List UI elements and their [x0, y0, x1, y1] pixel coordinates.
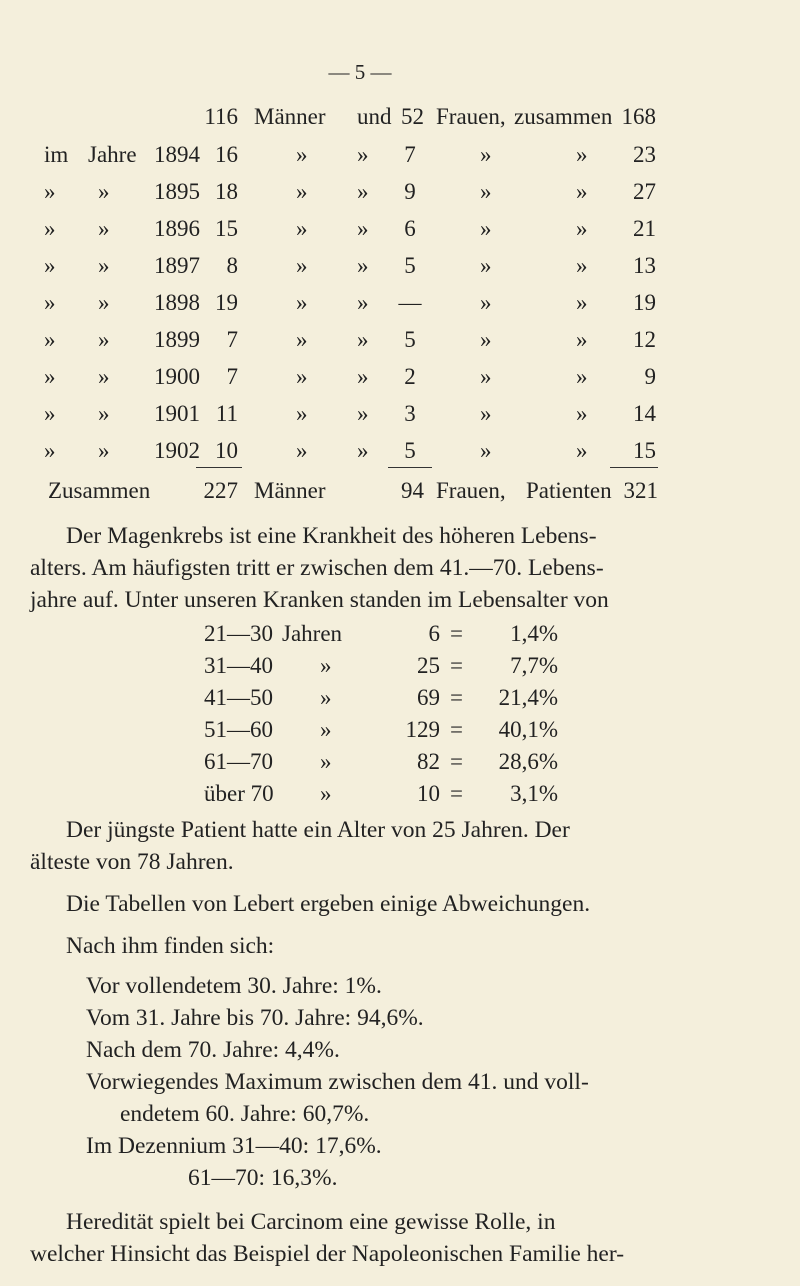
equals-sign: = [450, 621, 463, 646]
row-label-a: » [44, 327, 56, 352]
list-item: Vor vollendetem 30. Jahre: 1%. [86, 973, 382, 999]
total-women-label: Frauen, [436, 478, 506, 503]
row-year: 1902 [154, 438, 200, 463]
total-label: Zusammen [48, 478, 151, 503]
text-line: welcher Hinsicht das Beispiel der Napoleonischen Familie her- [30, 1241, 625, 1267]
row-year: 1899 [154, 327, 200, 352]
age-percent: 28,6% [498, 749, 558, 774]
page-number: — 5 — [328, 60, 392, 84]
row-total: 23 [633, 142, 656, 167]
paragraph-lebert: Die Tabellen von Lebert ergeben einige Abweichungen. [66, 891, 591, 917]
row-label-a: » [44, 290, 56, 315]
ditto-mark: » [296, 364, 308, 389]
ditto-mark: » [576, 364, 588, 389]
total-men-label: Männer [254, 478, 326, 503]
row-women: 2 [404, 364, 416, 389]
equals-sign: = [450, 685, 463, 710]
row-year: 1898 [154, 290, 200, 315]
age-unit: » [320, 749, 332, 774]
ditto-mark: » [296, 253, 308, 278]
equals-sign: = [450, 781, 463, 806]
age-percent: 21,4% [498, 685, 558, 710]
total-patients-count: 321 [623, 478, 658, 503]
row-year: 1901 [154, 401, 200, 426]
ditto-mark: » [576, 253, 588, 278]
ditto-mark: » [296, 179, 308, 204]
sum-rule-total [610, 467, 658, 468]
row-label-b: » [98, 290, 110, 315]
age-unit: » [320, 717, 332, 742]
age-percent: 1,4% [510, 621, 558, 646]
row-women: 5 [404, 327, 416, 352]
row-women: 3 [404, 401, 416, 426]
ditto-mark: » [357, 364, 369, 389]
sum-rule-women [388, 467, 432, 468]
row-total: 27 [633, 179, 656, 204]
age-range: 51—60 [204, 717, 273, 742]
row-year: 1896 [154, 216, 200, 241]
row-label-a: » [44, 253, 56, 278]
row-label-a: im [44, 142, 69, 167]
ditto-mark: » [357, 290, 369, 315]
row-women: 9 [404, 179, 416, 204]
ditto-mark: » [576, 290, 588, 315]
row-men: 8 [226, 253, 238, 278]
row-men: 15 [215, 216, 238, 241]
text-line: Der Magenkrebs ist eine Krankheit des höheren Lebens- [66, 523, 597, 549]
row-label-a: » [44, 438, 56, 463]
header-men-count: 116 [204, 104, 238, 129]
row-label-b: » [98, 179, 110, 204]
row-total: 14 [633, 401, 656, 426]
row-label-b: Jahre [88, 142, 137, 167]
ditto-mark: » [296, 216, 308, 241]
list-item: Nach dem 70. Jahre: 4,4%. [86, 1037, 340, 1063]
age-unit: Jahren [282, 621, 343, 646]
header-together-label: zusammen [514, 104, 613, 129]
equals-sign: = [450, 749, 463, 774]
text-line: älteste von 78 Jahren. [30, 849, 234, 875]
row-label-a: » [44, 401, 56, 426]
age-percent: 7,7% [510, 653, 558, 678]
ditto-mark: » [480, 438, 492, 463]
row-label-b: » [98, 364, 110, 389]
ditto-mark: » [480, 401, 492, 426]
equals-sign: = [450, 653, 463, 678]
ditto-mark: » [296, 142, 308, 167]
list-item: endetem 60. Jahre: 60,7%. [120, 1101, 370, 1127]
row-year: 1895 [154, 179, 200, 204]
row-women: 7 [404, 142, 416, 167]
age-range: 61—70 [204, 749, 273, 774]
age-unit: » [320, 685, 332, 710]
ditto-mark: » [480, 327, 492, 352]
row-label-b: » [98, 327, 110, 352]
age-unit: » [320, 653, 332, 678]
header-total-count: 168 [621, 104, 656, 129]
row-total: 9 [644, 364, 656, 389]
ditto-mark: » [480, 290, 492, 315]
row-label-b: » [98, 216, 110, 241]
ditto-mark: » [576, 438, 588, 463]
header-and-label: und [357, 104, 392, 129]
total-patients-label: Patienten [526, 478, 612, 503]
row-women: 5 [404, 253, 416, 278]
row-label-b: » [98, 253, 110, 278]
age-range: über 70 [204, 781, 274, 806]
equals-sign: = [450, 717, 463, 742]
age-range: 21—30 [204, 621, 273, 646]
row-label-b: » [98, 438, 110, 463]
ditto-mark: » [296, 438, 308, 463]
row-year: 1897 [154, 253, 200, 278]
total-men-count: 227 [203, 478, 238, 503]
text-line: Heredität spielt bei Carcinom eine gewisse Rolle, in [66, 1209, 556, 1235]
row-men: 19 [215, 290, 238, 315]
row-women: 6 [404, 216, 416, 241]
ditto-mark: » [576, 401, 588, 426]
list-item: Im Dezennium 31—40: 17,6%. [86, 1133, 382, 1159]
ditto-mark: » [480, 142, 492, 167]
ditto-mark: » [576, 179, 588, 204]
text-line: Der jüngste Patient hatte ein Alter von 25 Jahren. Der [66, 817, 570, 843]
ditto-mark: » [296, 327, 308, 352]
row-total: 21 [633, 216, 656, 241]
ditto-mark: » [357, 327, 369, 352]
text-line: jahre auf. Unter unseren Kranken standen im Lebensalter von [30, 587, 609, 613]
header-women-count: 52 [401, 104, 424, 129]
ditto-mark: » [576, 216, 588, 241]
ditto-mark: » [357, 253, 369, 278]
age-percent: 3,1% [510, 781, 558, 806]
ditto-mark: » [576, 327, 588, 352]
age-count: 129 [405, 717, 440, 742]
age-count: 82 [417, 749, 440, 774]
list-item: 61—70: 16,3%. [188, 1165, 338, 1191]
age-range: 41—50 [204, 685, 273, 710]
ditto-mark: » [576, 142, 588, 167]
age-count: 69 [417, 685, 440, 710]
sum-rule-men [196, 467, 242, 468]
row-men: 10 [215, 438, 238, 463]
row-total: 19 [633, 290, 656, 315]
row-label-a: » [44, 216, 56, 241]
row-year: 1900 [154, 364, 200, 389]
ditto-mark: » [296, 401, 308, 426]
ditto-mark: » [296, 290, 308, 315]
row-men: 16 [215, 142, 238, 167]
ditto-mark: » [480, 179, 492, 204]
row-total: 15 [633, 438, 656, 463]
row-women: 5 [404, 438, 416, 463]
age-count: 6 [428, 621, 440, 646]
ditto-mark: » [480, 216, 492, 241]
header-women-label: Frauen, [436, 104, 506, 129]
paragraph-according: Nach ihm finden sich: [66, 933, 275, 959]
age-count: 25 [417, 653, 440, 678]
row-men: 7 [226, 327, 238, 352]
header-men-label: Männer [254, 104, 326, 129]
row-men: 18 [215, 179, 238, 204]
row-total: 12 [633, 327, 656, 352]
row-total: 13 [633, 253, 656, 278]
row-year: 1894 [154, 142, 200, 167]
ditto-mark: » [357, 438, 369, 463]
text-line: alters. Am häufigsten tritt er zwischen dem 41.—70. Lebens- [30, 555, 604, 581]
ditto-mark: » [357, 401, 369, 426]
row-men: 7 [226, 364, 238, 389]
ditto-mark: » [357, 142, 369, 167]
age-range: 31—40 [204, 653, 273, 678]
row-label-a: » [44, 364, 56, 389]
ditto-mark: » [357, 179, 369, 204]
ditto-mark: » [480, 364, 492, 389]
ditto-mark: » [357, 216, 369, 241]
row-men: 11 [215, 401, 238, 426]
age-percent: 40,1% [498, 717, 558, 742]
row-label-b: » [98, 401, 110, 426]
age-count: 10 [417, 781, 440, 806]
row-label-a: » [44, 179, 56, 204]
list-item: Vorwiegendes Maximum zwischen dem 41. und voll- [86, 1069, 589, 1095]
age-unit: » [320, 781, 332, 806]
ditto-mark: » [480, 253, 492, 278]
list-item: Vom 31. Jahre bis 70. Jahre: 94,6%. [86, 1005, 424, 1031]
row-women: — [398, 290, 422, 315]
total-women-count: 94 [401, 478, 424, 503]
